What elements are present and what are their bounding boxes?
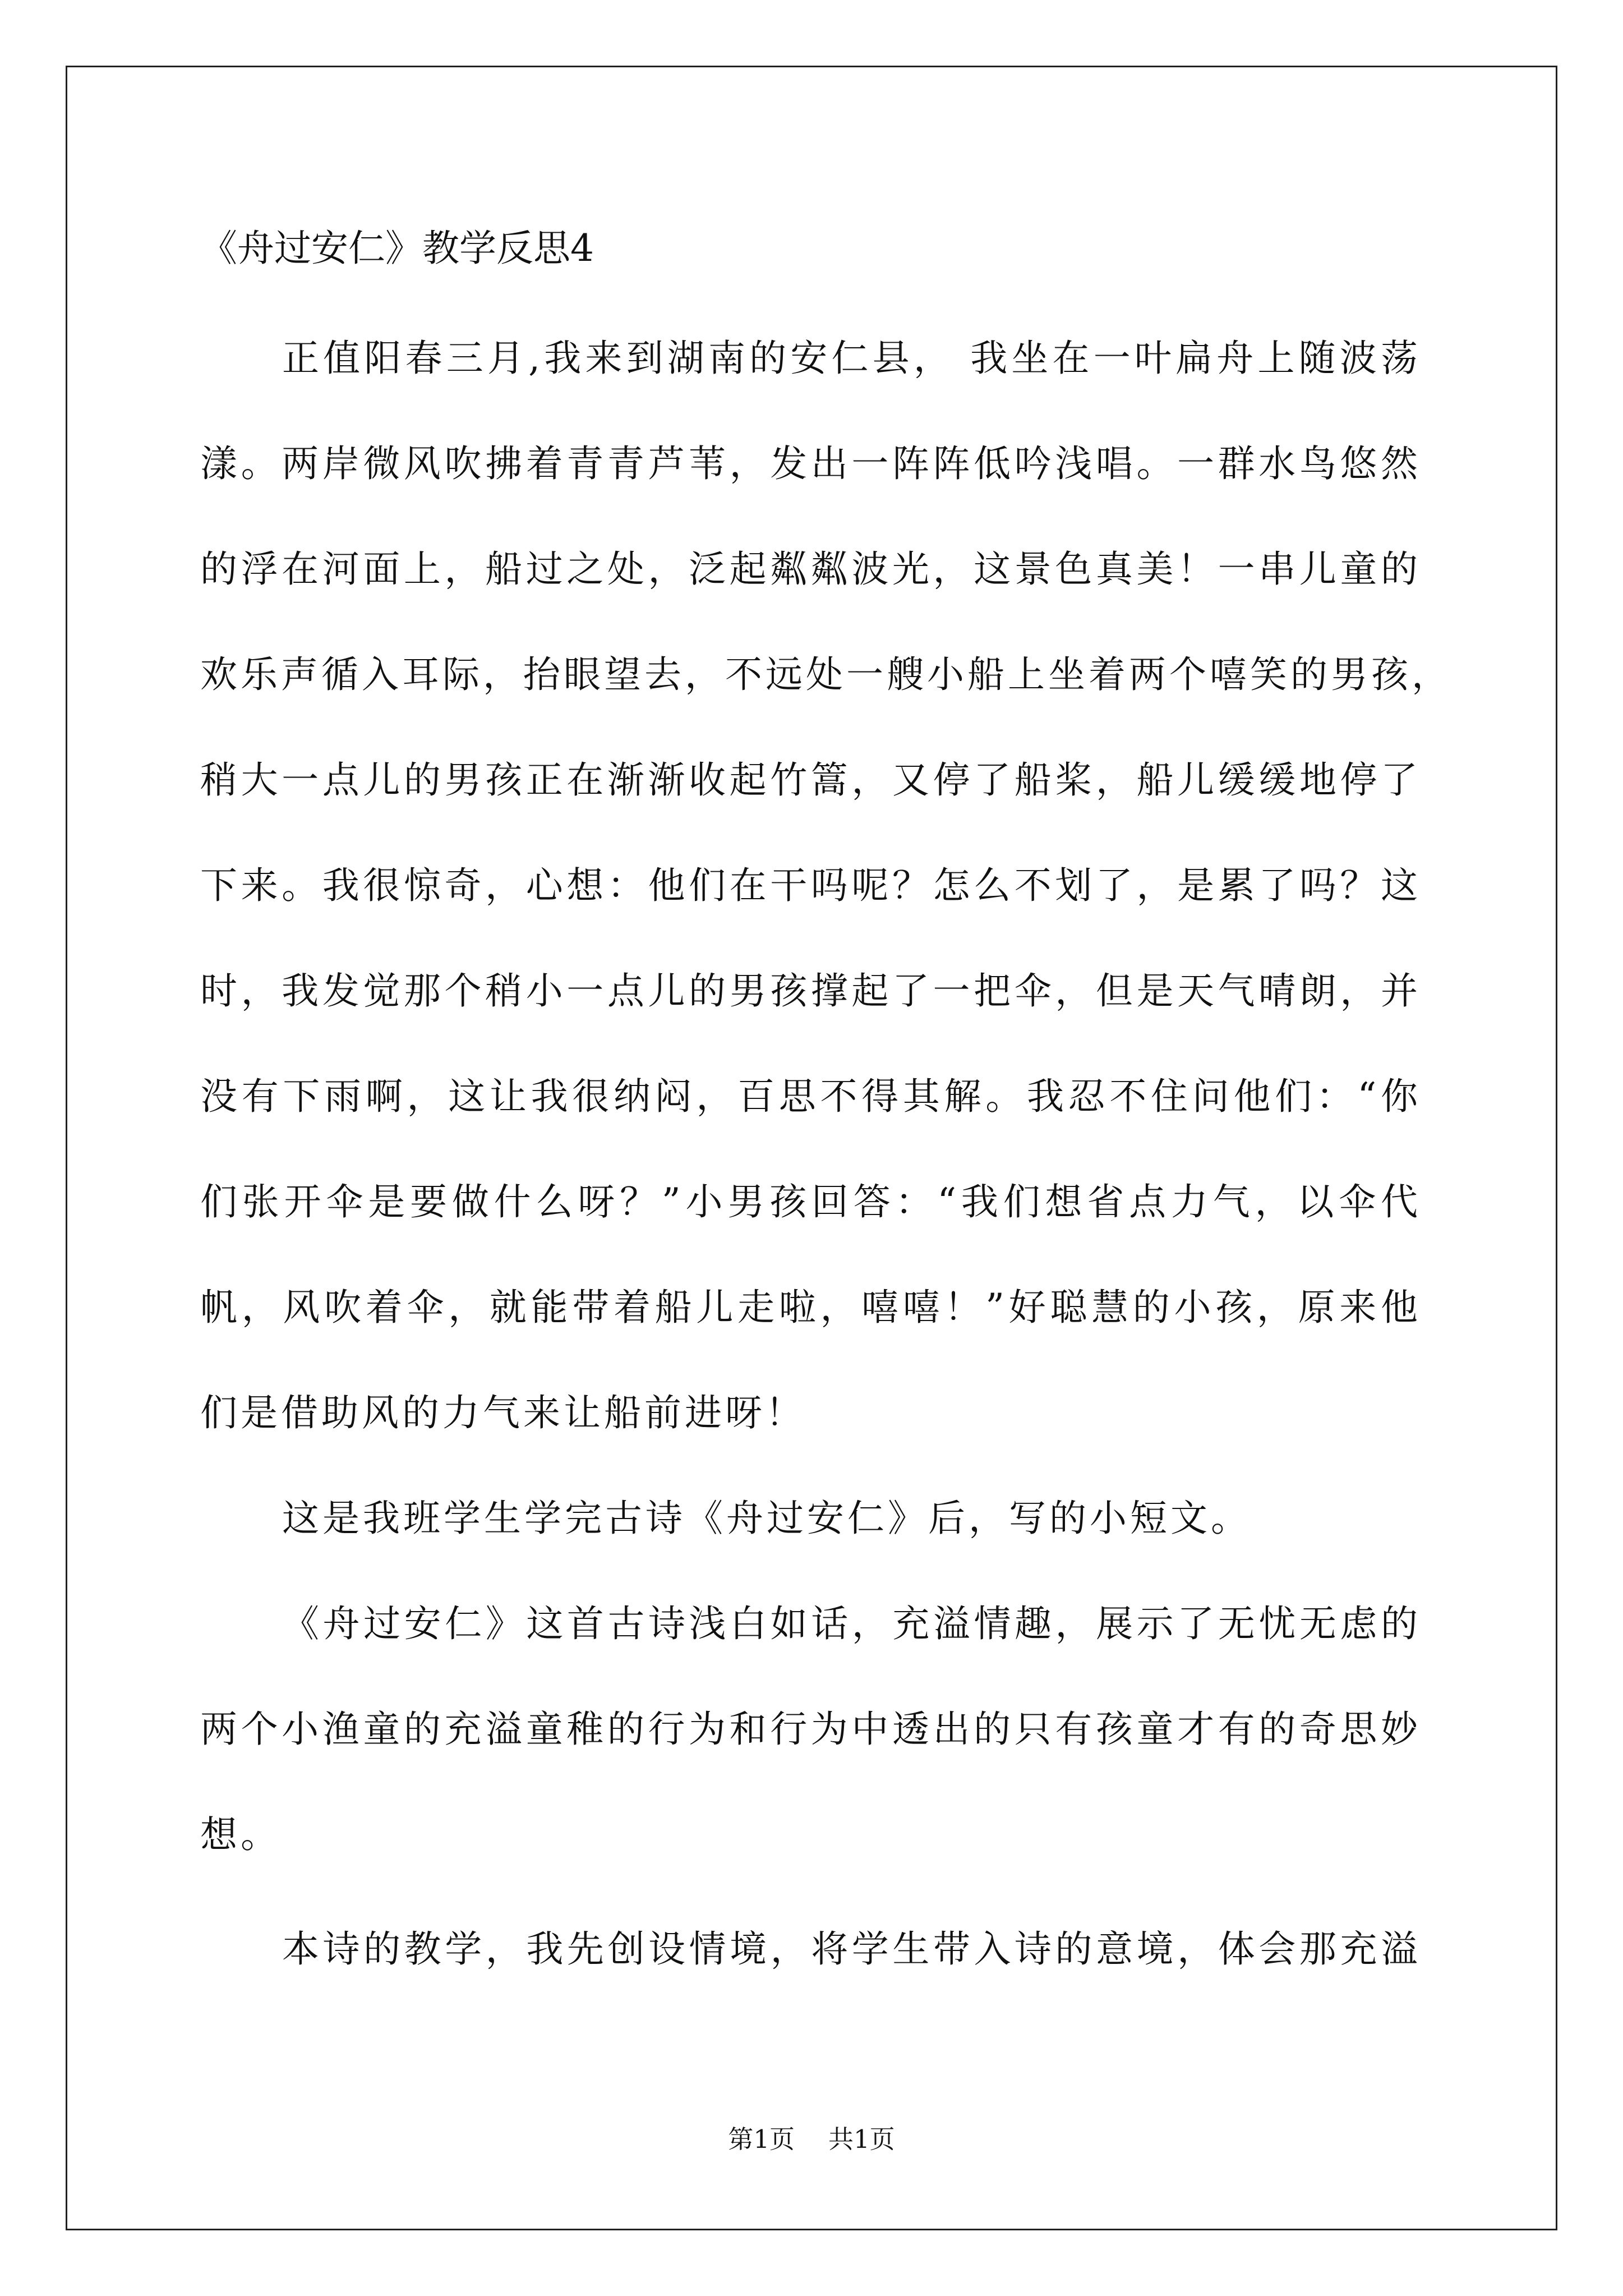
paragraph-line: 们是借助风的力气来让船前进呀！ (200, 1391, 806, 1434)
document-body (200, 196, 1452, 2002)
paragraph-line: 没有下雨啊，这让我很纳闷，百思不得其解。我忍不住问他们：“你 (200, 1075, 1421, 1118)
paragraph-line: 《舟过安仁》这首古诗浅白如话，充溢情趣，展示了无忧无虑的 (282, 1602, 1421, 1645)
page-number-current: 第1页 (728, 2124, 795, 2154)
paragraph-line: 这是我班学生学完古诗《舟过安仁》后，写的小短文。 (282, 1497, 1251, 1540)
paragraph-3 (200, 1571, 1421, 1888)
paragraph-line: 欢乐声循入耳际，抬眼望去，不远处一艘小船上坐着两个嘻笑的男孩， (200, 653, 1452, 696)
paragraph-line: 想。 (200, 1813, 281, 1856)
paragraph-line: 下来。我很惊奇，心想：他们在干吗呢？怎么不划了，是累了吗？这 (200, 864, 1421, 907)
paragraph-line: 正值阳春三月,我来到湖南的安仁县， 我坐在一叶扁舟上随波荡 (282, 337, 1421, 380)
paragraph-2 (200, 1466, 1421, 1571)
document-title: 《舟过安仁》教学反思4 (200, 227, 594, 270)
paragraph-line: 们张开伞是要做什么呀？”小男孩回答：“我们想省点力气，以伞代 (200, 1180, 1421, 1223)
paragraph-1 (200, 306, 1452, 1466)
paragraph-line: 稍大一点儿的男孩正在渐渐收起竹篙，又停了船桨，船儿缓缓地停了 (200, 758, 1421, 802)
paragraph-line: 两个小渔童的充溢童稚的行为和行为中透出的只有孩童才有的奇思妙 (200, 1708, 1421, 1751)
paragraph-line: 帆，风吹着伞，就能带着船儿走啦，嘻嘻！”好聪慧的小孩，原来他 (200, 1286, 1421, 1329)
paragraph-line: 的浮在河面上，船过之处，泛起粼粼波光，这景色真美！一串儿童的 (200, 547, 1421, 591)
paragraph-line: 漾。两岸微风吹拂着青青芦苇，发出一阵阵低吟浅唱。一群水鸟悠然 (200, 442, 1421, 485)
paragraph-line: 时，我发觉那个稍小一点儿的男孩撑起了一把伞，但是天气晴朗，并 (200, 969, 1421, 1013)
page-footer (0, 2123, 1623, 2156)
page-number-total: 共1页 (828, 2124, 895, 2154)
paragraph-4 (200, 1897, 1421, 2002)
paragraph-line: 本诗的教学，我先创设情境，将学生带入诗的意境，体会那充溢 (282, 1927, 1421, 1971)
